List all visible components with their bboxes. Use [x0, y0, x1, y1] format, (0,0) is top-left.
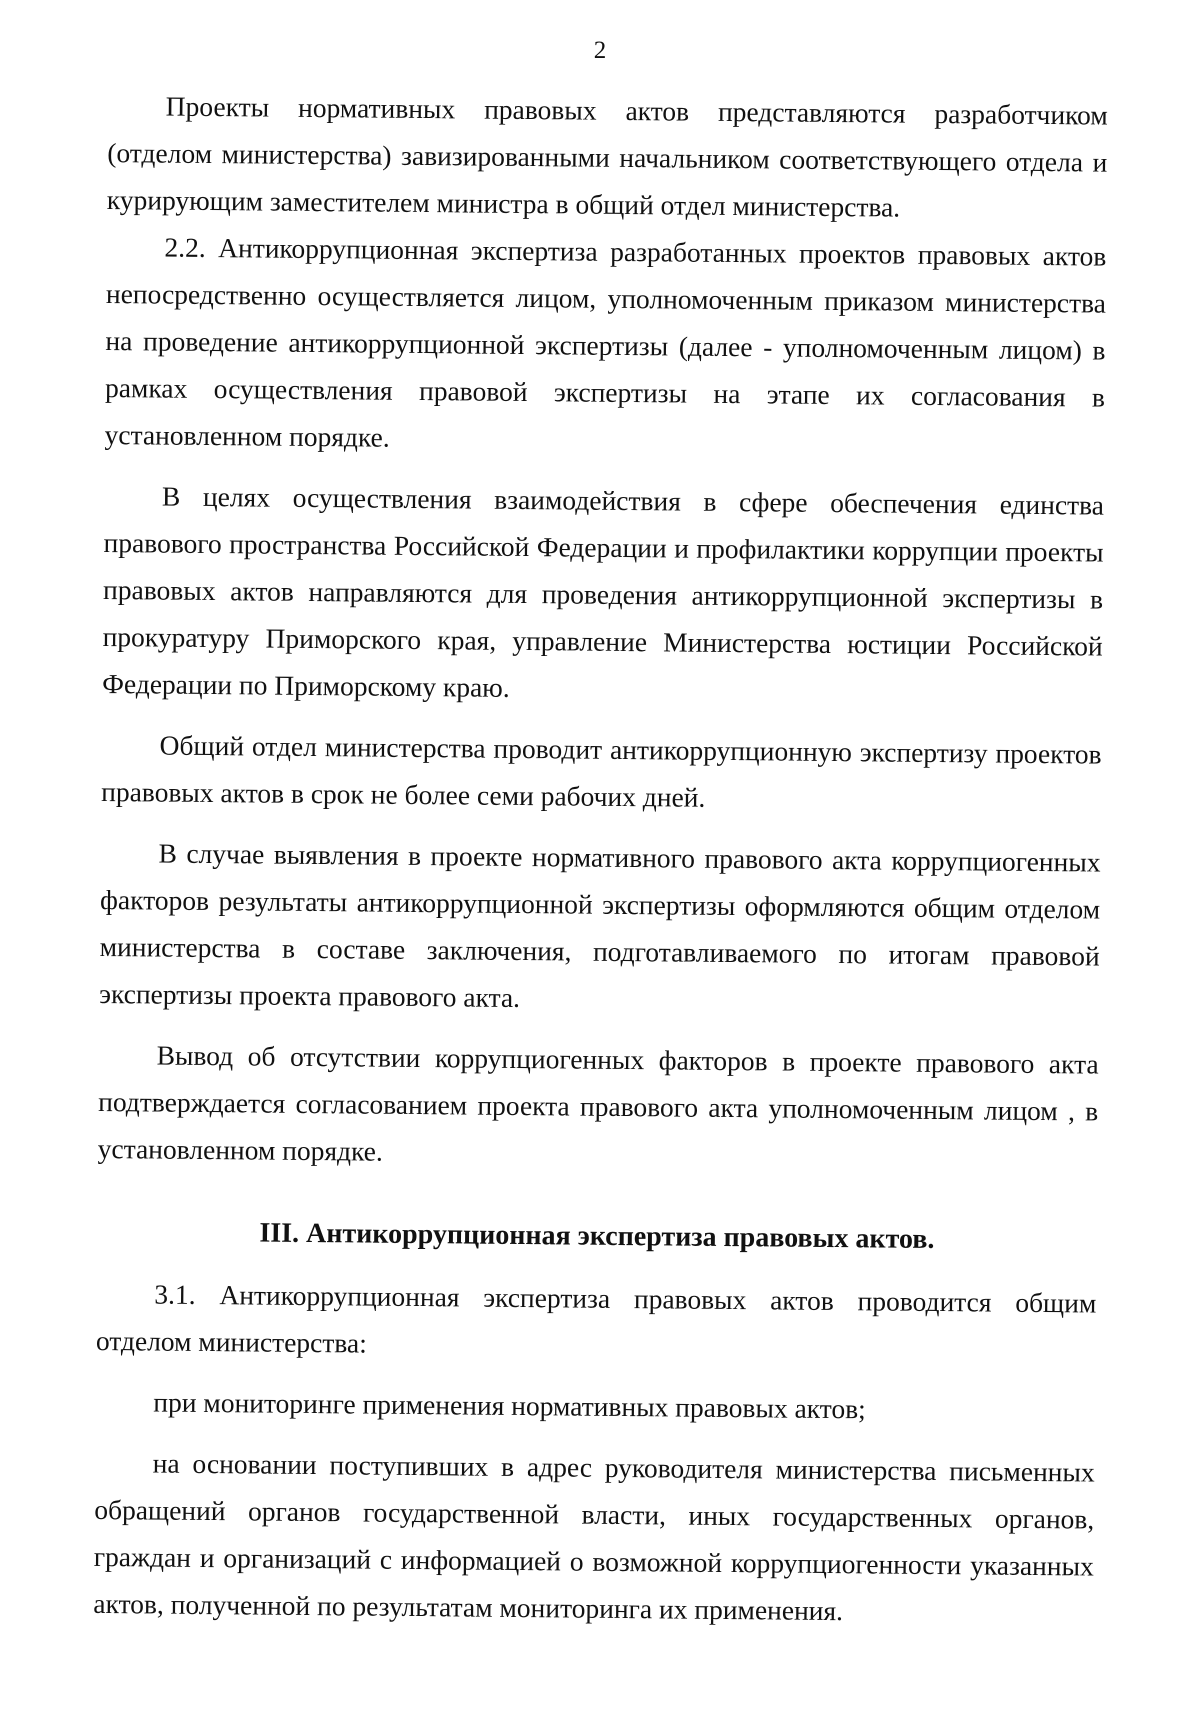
paragraph-interaction-with-prosecution: В целях осуществления взаимодействия в сфере обеспечения единства правового пространства Российской Федерации и профилактики коррупции проекты правовых актов направляются для проведения антикоррупционной экспертизы в прокуратуру Приморского края, управление Министерства юстиции Российской Федерации по Приморскому краю.	[102, 480, 1105, 703]
paragraph-submission-of-drafts: Проекты нормативных правовых актов представляются разработчиком (отделом министерства) завизированными начальником соответствующего отдела и курирующим заместителем министра в общий отдел министерства.	[106, 90, 1108, 223]
paragraph-appeals-case: на основании поступивших в адрес руководителя министерства письменных обращений органов государственной власти, иных государственных органов, граждан и организаций с информацией о возможной коррупциогенности указанных актов, полученной по результатам мониторинга их применения.	[93, 1447, 1095, 1627]
page-number: 2	[593, 37, 607, 64]
paragraph-2-2-expertise-of-drafts: 2.2. Антикоррупционная экспертиза разработанных проектов правовых актов непосредственно осуществляется лицом, уполномоченным приказом министерства на проведение антикоррупционной экспертизы (далее - уполномоченным лицом) в рамках осуществления правовой экспертизы на этапе их согласования в установленном порядке.	[104, 231, 1107, 453]
paragraph-3-1-expertise-of-acts: 3.1. Антикоррупционная экспертиза правовых актов проводится общим отделом министерства:	[95, 1278, 1097, 1359]
paragraph-expertise-deadline: Общий отдел министерства проводит антикоррупционную экспертизу проектов правовых актов в срок не более семи рабочих дней.	[101, 729, 1102, 813]
paragraph-factors-detected: В случае выявления в проекте нормативного правового акта коррупциогенных факторов результаты антикоррупционной экспертизы оформляются общим отделом министерства в составе заключения, подготавливаемого по итогам правовой экспертизы проекта правового акта.	[99, 837, 1101, 1013]
paragraph-monitoring-case: при мониторинге применения нормативных правовых актов;	[153, 1386, 866, 1425]
section-heading: III. Антикоррупционная экспертиза правовых актов.	[259, 1217, 935, 1255]
document-body	[93, 82, 1108, 1637]
paragraph-no-factors-conclusion: Вывод об отсутствии коррупциогенных факторов в проекте правового акта подтверждается согласованием проекта правового акта уполномоченным лицом , в установленном порядке.	[97, 1039, 1099, 1167]
